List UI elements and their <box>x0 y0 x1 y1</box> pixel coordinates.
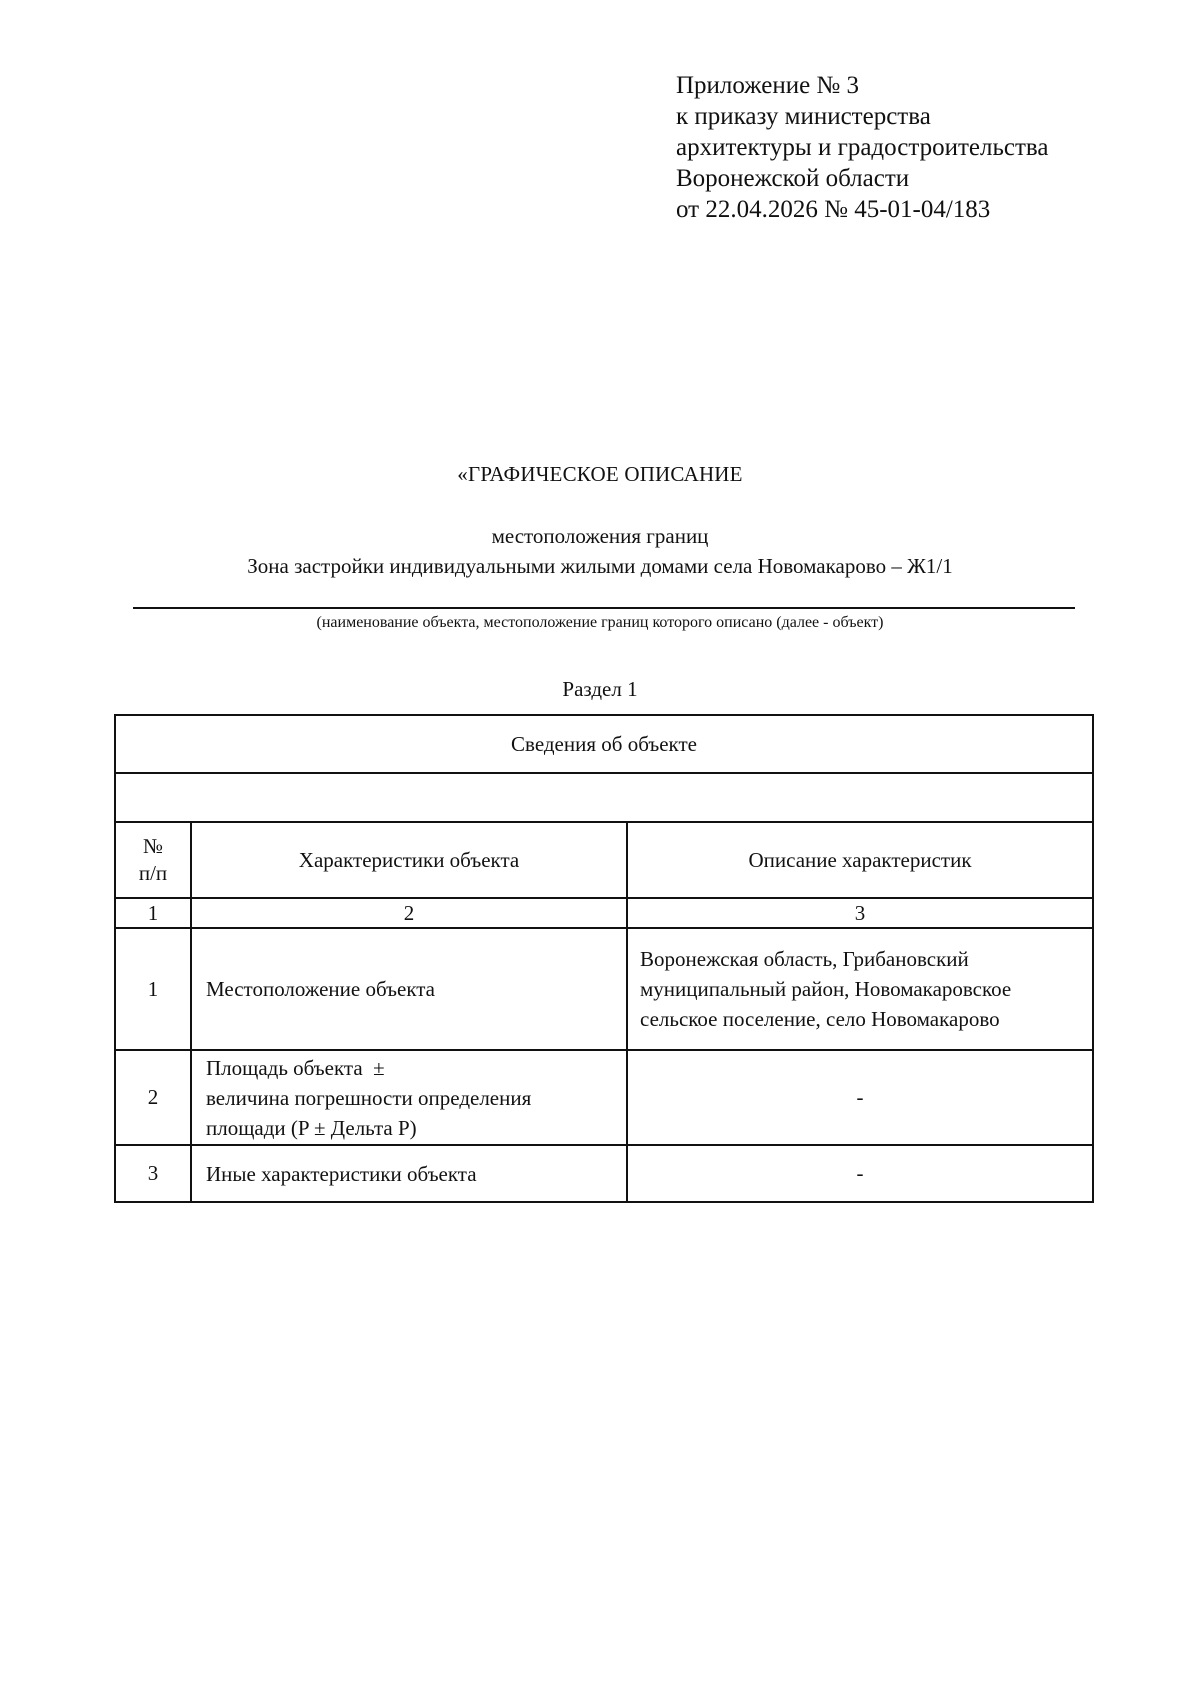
row-characteristic <box>191 928 627 1050</box>
table-blank-row <box>115 773 1093 822</box>
column-number: 1 <box>115 898 191 928</box>
column-number: 3 <box>627 898 1093 928</box>
row-characteristic-line: величина погрешности определения <box>206 1085 532 1110</box>
appendix-line: Приложение № 3 <box>676 72 860 99</box>
object-info-table <box>114 714 1094 1203</box>
document-title: «ГРАФИЧЕСКОЕ ОПИСАНИЕ <box>457 462 743 486</box>
appendix-line: к приказу министерства <box>676 103 931 130</box>
row-description <box>627 928 1093 1050</box>
row-description: - <box>627 1145 1093 1202</box>
row-description-line: сельское поселение, село Новомакарово <box>640 1007 1000 1031</box>
appendix-line: от 22.04.2026 № 45-01-04/183 <box>676 196 991 223</box>
subtitle-line-1: местоположения границ <box>491 524 709 548</box>
header-num <box>115 822 191 898</box>
underline-rule <box>133 607 1075 609</box>
row-num: 1 <box>115 928 191 1050</box>
row-description-line: муниципальный район, Новомакаровское <box>640 977 1012 1001</box>
table-row <box>115 928 1093 1050</box>
row-characteristic-line: Площадь объекта ± <box>206 1055 385 1080</box>
header-num-line2: п/п <box>138 861 168 885</box>
column-number: 2 <box>191 898 627 928</box>
table-row <box>115 1050 1093 1145</box>
section-label: Раздел 1 <box>562 677 638 701</box>
row-num: 2 <box>115 1050 191 1145</box>
row-description: - <box>627 1050 1093 1145</box>
rule-caption: (наименование объекта, местоположение границ которого описано (далее - объект) <box>316 614 884 631</box>
appendix-block <box>676 70 1048 225</box>
row-characteristic <box>191 1050 627 1145</box>
row-num: 3 <box>115 1145 191 1202</box>
header-num-line1: № <box>142 834 164 858</box>
table-title: Сведения об объекте <box>115 715 1093 773</box>
row-characteristic-line: площади (P ± Дельта P) <box>206 1115 417 1140</box>
header-description: Описание характеристик <box>627 822 1093 898</box>
appendix-line: Воронежской области <box>676 165 910 192</box>
header-characteristics: Характеристики объекта <box>191 822 627 898</box>
subtitle-line-2: Зона застройки индивидуальными жилыми домами села Новомакарово – Ж1/1 <box>247 554 953 578</box>
table-row <box>115 1145 1093 1202</box>
row-characteristic-line: Местоположение объекта <box>206 977 436 1001</box>
appendix-line: архитектуры и градостроительства <box>676 134 1049 161</box>
row-description-line: Воронежская область, Грибановский <box>640 947 969 971</box>
row-characteristic-line: Иные характеристики объекта <box>206 1161 477 1186</box>
row-characteristic <box>191 1145 627 1202</box>
